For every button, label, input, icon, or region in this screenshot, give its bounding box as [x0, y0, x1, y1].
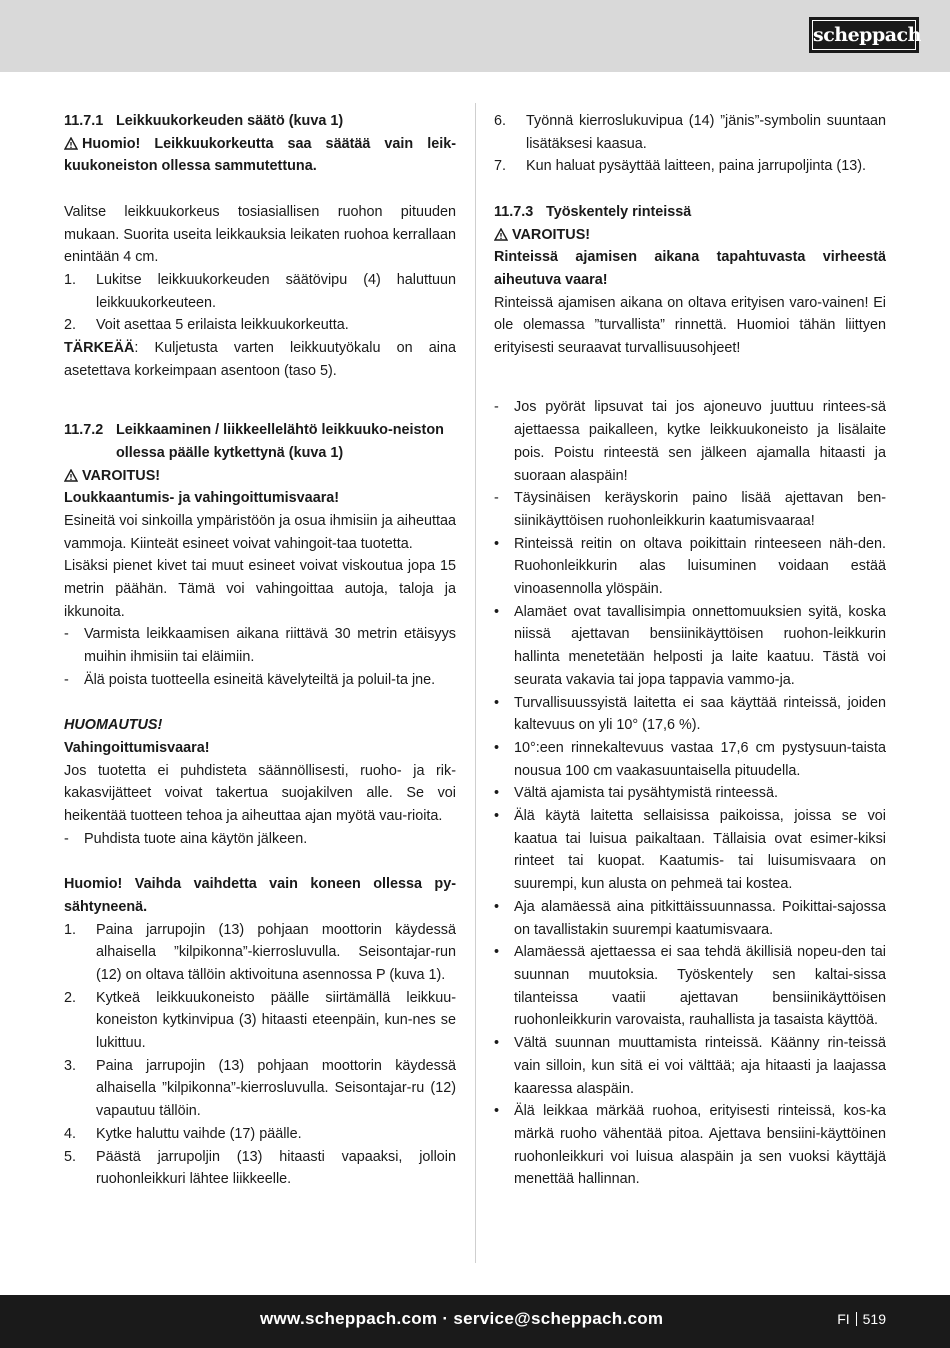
warning-triangle-icon	[64, 469, 78, 482]
bullet-item: • Alamäessä ajettaessa ei saa tehdä äkillisiä nopeu-den tai suunnan muutoksia. Työskentely sen kaltai-sissa tilanteissa vaatii ajettavan bensiinikäyttöisen ruohonleikkurin varovaista, rauhallista ja tasaista käyttöä.	[494, 944, 886, 1029]
list-item: 6. Työnnä kierroslukuvipua (14) ”jänis”-symbolin suuntaan lisätäksesi kaasua.	[494, 113, 886, 152]
column-divider	[475, 103, 476, 1263]
paragraph: Esineitä voi sinkoilla ympäristöön ja osua ihmisiin ja aiheuttaa vammoja. Kiinteät esineet voivat vahingoit-taa tuotetta.	[64, 512, 456, 552]
section-heading-11-7-2	[64, 419, 456, 464]
warning-label: VAROITUS!	[494, 224, 886, 247]
section-title: Työskentely rinteissä	[546, 203, 692, 220]
section-heading-11-7-3	[494, 201, 886, 224]
right-column	[494, 110, 886, 1191]
list-item: 2. Voit asettaa 5 erilaista leikkuukorkeutta.	[64, 317, 349, 334]
important-note: TÄRKEÄÄ: Kuljetusta varten leikkuutyökalu on aina asetettava korkeimpaan asentoon (taso 5).	[64, 340, 456, 379]
left-column	[64, 110, 456, 1191]
bullet-item: • Rinteissä reitin on oltava poikittain rinteeseen näh-den. Ruohonleikkurin alas luisuminen voidaan estää vinoasennolla ylöspäin.	[494, 535, 886, 598]
bullet-item: • Vältä suunnan muuttamista rinteissä. Käänny rin-teissä vain silloin, kun sitä ei voi välttää; aja hitaasti ja laajassa kaaressa alaspäin.	[494, 1035, 886, 1097]
section-title: Leikkaaminen / liikkeellelähtö leikkuuko-neiston ollessa päälle kytkettynä (kuva 1)	[116, 422, 444, 461]
paragraph: Lisäksi pienet kivet tai muut esineet voivat viskoutua jopa 15 metrin päähän. Tämä voi vahingoittaa autoja, taloja ja ikkunoita.	[64, 558, 456, 620]
page-footer	[0, 1295, 950, 1348]
warning-label: VAROITUS!	[64, 465, 456, 488]
brand-logo	[809, 17, 919, 53]
note-label: HUOMAUTUS!	[64, 717, 163, 734]
warning-triangle-icon	[64, 137, 78, 150]
list-item: 2. Kytkeä leikkuukoneisto päälle siirtämällä leikkuu-koneiston kytkinvipua (3) hitaasti eteenpäin, kun-nes se lukittuu.	[64, 989, 456, 1052]
page-number-value: 519	[862, 1311, 886, 1327]
section-number: 11.7.1	[64, 113, 104, 129]
bullet-item: • 10°:een rinnekaltevuus vastaa 17,6 cm pystysuun-taista nousua 100 cm vaakasuuntaisella pituudella.	[494, 739, 886, 779]
paragraph: Valitse leikkuukorkeus tosiasiallisen ruohon pituuden mukaan. Suorita useita leikkauksia leikaten ruohoa kerrallaan enintään 4 cm.	[64, 203, 456, 266]
section-title: Leikkuukorkeuden säätö (kuva 1)	[116, 113, 344, 129]
section-number: 11.7.3	[494, 203, 534, 220]
dash-item: - Täysinäisen keräyskorin paino lisää ajettavan ben-siinikäyttöisen ruohonleikkurin kaatumisvaaraa!	[494, 490, 886, 529]
footer-contact: www.scheppach.com · service@scheppach.com	[260, 1309, 664, 1328]
dash-item: - Jos pyörät lipsuvat tai jos ajoneuvo juuttuu rintees-sä ajettaessa paikalleen, kytke leikkuukoneisto ja lisälaite pois. Poistu rinteestä sen jälkeen ajamalla hitaasti ja suoraan alaspäin!	[494, 399, 886, 484]
warning-note: Huomio! Leikkuukorkeutta saa säätää vain leik-kuukoneiston ollessa sammutettuna.	[64, 135, 456, 175]
risk-text: Rinteissä ajamisen aikana tapahtuvasta virheestä aiheutuva vaara!	[494, 249, 886, 288]
list-item: 1. Lukitse leikkuukorkeuden säätövipu (4) haluttuun leikkuukorkeuteen.	[64, 271, 456, 311]
section-number: 11.7.2	[64, 422, 104, 439]
bullet-item: • Älä käytä laitetta sellaisissa paikoissa, joissa se voi kaatua tai luisua paikaltaan. Tällaisia ovat esimer-kiksi rinteet tai kuopat. Kaatumis- tai luisumisvaara on suurempi, kun alusta on pehmeä tai kostea.	[494, 808, 886, 893]
bullet-item: • Älä leikkaa märkää ruohoa, erityisesti rinteissä, kos-ka märkä ruoho vähentää pitoa. Ajettava bensiini-käyttöinen ruohonleikkuri voi luisua alaspäin ja sen vuoksi käyttäjä menettää hallinnan.	[494, 1103, 886, 1188]
note-risk: Vahingoittumisvaara!	[64, 739, 210, 756]
warning-triangle-icon	[494, 228, 508, 241]
language-code: FI	[837, 1311, 850, 1327]
list-item: 4. Kytke haluttu vaihde (17) päälle.	[64, 1125, 302, 1142]
dash-item: - Varmista leikkaamisen aikana riittävä 30 metrin etäisyys muihin ihmisiin tai eläimiin.	[64, 626, 456, 666]
list-item: 7. Kun haluat pysäyttää laitteen, paina jarrupoljinta (13).	[494, 158, 866, 175]
section-heading-11-7-1	[64, 110, 456, 133]
paragraph: Rinteissä ajamisen aikana on oltava erityisen varo-vainen! Ei ole olemassa ”turvallista” rinnettä. Huomioi tähän liittyen erityisesti seuraavat turvallisuusohjeet!	[494, 294, 886, 357]
dash-item: - Puhdista tuote aina käytön jälkeen.	[64, 830, 308, 847]
bullet-item: • Vältä ajamista tai pysähtymistä rinteessä.	[494, 785, 778, 802]
list-item: 5. Päästä jarrupoljin (13) hitaasti vapaaksi, jolloin ruohonleikkuri lähtee liikkeelle.	[64, 1148, 456, 1188]
bullet-item: • Aja alamäessä aina pitkittäissuunnassa. Poikittai-sajossa on tavallistakin suurempi kaatumisvaara.	[494, 898, 886, 938]
bullet-item: • Alamäet ovat tavallisimpia onnettomuuksien syitä, koska niissä ajettavan bensiinikäyttöisen ruohon-leikkurin hallinta menetetään helposti ja laite kaatuu. Tästä voi seurata vakavia tai jopa tappavia vammo-ja.	[494, 603, 886, 688]
dash-item: - Älä poista tuotteella esineitä kävelyteiltä ja poluil-ta jne.	[64, 671, 436, 688]
gear-warning: Huomio! Vaihda vaihdetta vain koneen ollessa py-sähtyneenä.	[64, 876, 456, 915]
bullet-item: • Turvallisuussyistä laitetta ei saa käyttää rinteissä, joiden kaltevuus on yli 10° (17,6 %).	[494, 694, 886, 734]
risk-text: Loukkaantumis- ja vahingoittumisvaara!	[64, 490, 340, 507]
list-item: 3. Paina jarrupojin (13) pohjaan moottorin käydessä alhaisella ”kilpikonna”-kierrosluvulla. Seisontajar-ru (12) vapautuu tällöin.	[64, 1057, 456, 1120]
page-header	[0, 0, 950, 72]
paragraph: Jos tuotetta ei puhdisteta säännöllisesti, ruoho- ja rik-kakasvijätteet voivat takertua suojakilven alle. Se voi heikentää tuotteen tehoa ja aiheuttaa ajan myötä vau-rioita.	[64, 762, 456, 825]
list-item: 1. Paina jarrupojin (13) pohjaan moottorin käydessä alhaisella ”kilpikonna”-kierrosluvulla. Seisontajar-run (12) on oltava tällöin aktivoituna asennossa P (kuva 1).	[64, 921, 456, 983]
brand-logo-text: scheppach	[812, 20, 916, 50]
page-number	[837, 1311, 886, 1327]
